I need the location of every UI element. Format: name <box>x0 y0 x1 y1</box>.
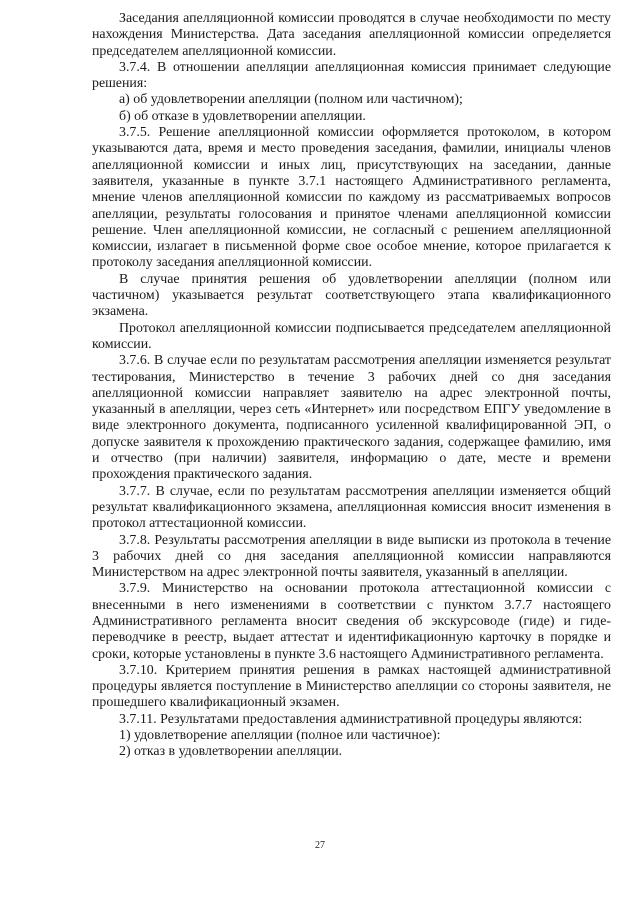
paragraph-3-7-4: 3.7.4. В отношении апелляции апелляционная комиссия принимает следующие решения: <box>92 59 611 92</box>
paragraph-3-7-7: 3.7.7. В случае, если по результатам рассмотрения апелляции изменяется общий результат квалификационного экзамена, апелляционная комиссия вносит изменения в протокол аттестационной комиссии. <box>92 483 611 532</box>
page-number: 27 <box>315 840 325 851</box>
paragraph-3-7-5: 3.7.5. Решение апелляционной комиссии оформляется протоколом, в котором указываются дата, время и место проведения заседания, фамилии, инициалы членов апелляционной комиссии и иных лиц, присутствующих на заседании, данные заявителя, указанные в пункте 3.7.1 настоящего Административного регламента, мнение членов апелляционной комиссии по каждому из рассматриваемых вопросов апелляции, результаты голосования и принятое членами апелляционной комиссии решение. Член апелляционной комиссии, не согласный с решением апелляционной комиссии, излагает в письменной форме свое особое мнение, которое прилагается к протоколу заседания апелляционной комиссии. <box>92 125 611 271</box>
list-item-1: 1) удовлетворение апелляции (полное или частичное): <box>119 728 441 744</box>
list-item-a: а) об удовлетворении апелляции (полном или частичном); <box>119 92 463 108</box>
list-item-2: 2) отказ в удовлетворении апелляции. <box>119 744 343 760</box>
paragraph-3-7-11: 3.7.11. Результатами предоставления административной процедуры являются: <box>119 711 583 727</box>
paragraph-3-7-10: 3.7.10. Критерием принятия решения в рамках настоящей административной процедуры является поступление в Министерство апелляции со стороны заявителя, не прошедшего квалификационный экзамен. <box>92 662 611 711</box>
list-item-b: б) об отказе в удовлетворении апелляции. <box>119 108 366 124</box>
paragraph-3-7-6: 3.7.6. В случае если по результатам рассмотрения апелляции изменяется результат тестирования, Министерство в течение 3 рабочих дней со дня заседания апелляционной комиссии направляет заявителю на адрес электронной почты, указанный в апелляции, через сеть «Интернет» или посредством ЕПГУ уведомление в виде электронного документа, подписанного усиленной квалифицированной ЭП, о допуске заявителя к прохождению практического задания, содержащее фамилию, имя и отчество (при наличии) заявителя, информацию о дате, месте и времени прохождения практического задания. <box>92 353 611 483</box>
document-body <box>92 11 611 761</box>
paragraph-appeal-meetings: Заседания апелляционной комиссии проводятся в случае необходимости по месту нахождения Министерства. Дата заседания апелляционной комиссии определяется председателем апелляционной комиссии. <box>92 11 611 59</box>
paragraph-protocol-signing: Протокол апелляционной комиссии подписывается председателем апелляционной комиссии. <box>92 320 611 352</box>
paragraph-3-7-9: 3.7.9. Министерство на основании протокола аттестационной комиссии с внесенными в него изменениями в соответствии с пунктом 3.7.7 настоящего Административного регламента вносит сведения об экскурсоводе (гиде) и гиде-переводчике в реестр, выдает аттестат и идентификационную карточку в порядке и сроки, которые установлены в пункте 3.6 настоящего Административного регламента. <box>92 581 611 662</box>
paragraph-appeal-satisfaction: В случае принятия решения об удовлетворении апелляции (полном или частичном) указывается результат соответствующего этапа квалификационного экзамена. <box>92 271 611 320</box>
paragraph-3-7-8: 3.7.8. Результаты рассмотрения апелляции в виде выписки из протокола в течение 3 рабочих дней со дня заседания апелляционной комиссии направляются Министерством на адрес электронной почты заявителя, указанный в апелляции. <box>92 532 611 581</box>
